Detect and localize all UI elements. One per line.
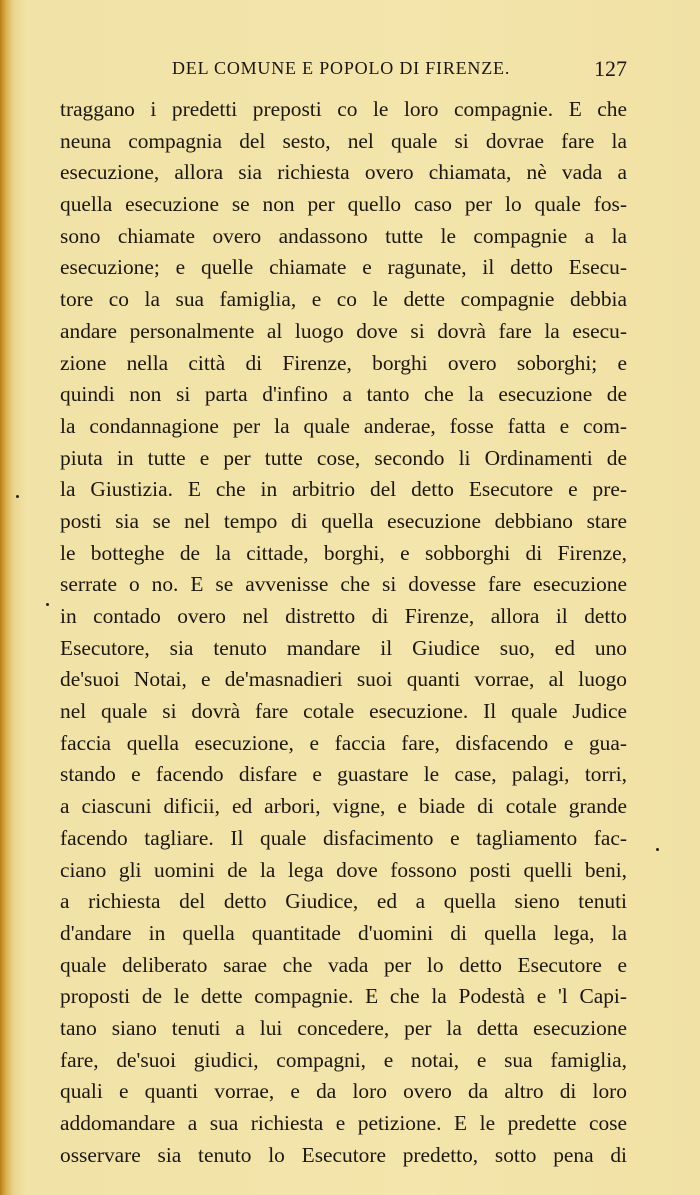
- text-line: quale deliberato sarae che vada per lo detto Esecutore e: [60, 952, 627, 977]
- text-line: facendo tagliare. Il quale disfacimento e tagliamento fac-: [60, 825, 627, 850]
- text-line: faccia quella esecuzione, e faccia fare, disfacendo e gua-: [60, 730, 627, 755]
- text-line: d'andare in quella quantitade d'uomini di quella lega, la: [60, 920, 627, 945]
- page-number: 127: [594, 56, 627, 81]
- text-line: osservare sia tenuto lo Esecutore predetto, sotto pena di: [60, 1142, 627, 1167]
- page-header: [60, 58, 627, 86]
- text-line: posti sia se nel tempo di quella esecuzione debbiano stare: [60, 508, 627, 533]
- text-line: le botteghe de la cittade, borghi, e sobborghi di Firenze,: [60, 540, 627, 565]
- text-line: nel quale si dovrà fare cotale esecuzione. Il quale Judice: [60, 699, 627, 724]
- text-line: neuna compagnia del sesto, nel quale si dovrae fare la: [60, 128, 627, 153]
- text-line: serrate o no. E se avvenisse che si dovesse fare esecuzione: [60, 572, 627, 597]
- text-line: proposti de le dette compagnie. E che la Podestà e 'l Capi-: [60, 984, 627, 1009]
- text-line: quella esecuzione se non per quello caso per lo quale fos-: [60, 192, 627, 217]
- text-line: piuta in tutte e per tutte cose, secondo li Ordinamenti de: [60, 445, 627, 470]
- text-line: esecuzione, allora sia richiesta overo chiamata, nè vada a: [60, 160, 627, 185]
- paper-speck: [46, 603, 49, 606]
- text-line: a richiesta del detto Giudice, ed a quella sieno tenuti: [60, 889, 627, 914]
- text-line: a ciascuni dificii, ed arbori, vigne, e biade di cotale grande: [60, 794, 627, 819]
- text-line: tore co la sua famiglia, e co le dette compagnie debbia: [60, 287, 627, 312]
- text-line: quali e quanti vorrae, e da loro overo da altro di loro: [60, 1079, 627, 1104]
- running-title: DEL COMUNE E POPOLO DI FIRENZE.: [172, 58, 511, 78]
- text-line: andare personalmente al luogo dove si dovrà fare la esecu-: [60, 318, 627, 343]
- text-line: sono chiamate overo andassono tutte le compagnie a la: [60, 223, 627, 248]
- text-line: in contado overo nel distretto di Firenze, allora il detto: [60, 604, 627, 628]
- text-line: ciano gli uomini de la lega dove fossono posti quelli beni,: [60, 857, 627, 882]
- text-line: stando e facendo disfare e guastare le case, palagi, torri,: [60, 762, 627, 787]
- text-line: zione nella città di Firenze, borghi overo soborghi; e: [60, 350, 627, 375]
- paper-speck: [16, 495, 19, 498]
- text-line: esecuzione; e quelle chiamate e ragunate, il detto Esecu-: [60, 255, 627, 280]
- text-line: traggano i predetti preposti co le loro compagnie. E che: [60, 97, 627, 121]
- paper-speck: [656, 848, 659, 851]
- body-text: [60, 94, 627, 1171]
- text-line: tano siano tenuti a lui concedere, per la detta esecuzione: [60, 1015, 627, 1040]
- text-line: addomandare a sua richiesta e petizione. E le predette cose: [60, 1111, 627, 1135]
- text-line: de'suoi Notai, e de'masnadieri suoi quanti vorrae, al luogo: [60, 667, 627, 692]
- text-line: Esecutore, sia tenuto mandare il Giudice suo, ed uno: [60, 635, 627, 660]
- text-line: la condannagione per la quale anderae, fosse fatta e com-: [60, 413, 627, 438]
- text-line: quindi non si parta d'infino a tanto che la esecuzione de: [60, 382, 627, 407]
- text-line: fare, de'suoi giudici, compagni, e notai, e sua famiglia,: [60, 1047, 627, 1072]
- text-line: la Giustizia. E che in arbitrio del detto Esecutore e pre-: [60, 477, 627, 502]
